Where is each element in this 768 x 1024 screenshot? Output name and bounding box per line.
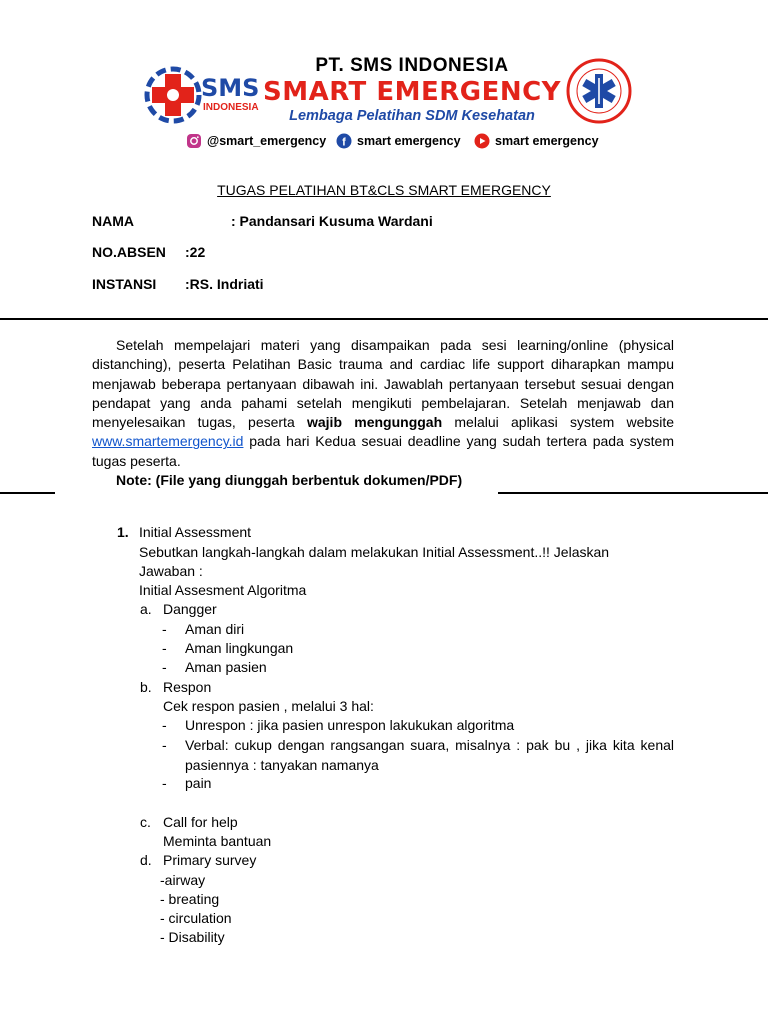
top-divider	[0, 318, 768, 320]
item-c-marker: c.	[140, 814, 151, 830]
instagram-handle: @smart_emergency	[207, 134, 327, 148]
list-item: Verbal: cukup dengan rangsangan suara, misalnya : pak bu , jika kita kenal pasiennya : tanyakan namanya	[185, 737, 674, 773]
bullet-dash: -	[162, 659, 167, 675]
bullet-dash: -	[162, 717, 167, 733]
list-item: - breating	[160, 891, 220, 907]
list-item: Unrespon : jika pasien unrespon lakukukan algoritma	[185, 717, 515, 733]
list-item: - Disability	[160, 929, 225, 945]
intro-text-1: Setelah mempelajari materi yang disampaikan pada sesi learning/online (physical distanching), peserta Pelatihan Basic trauma and cardiac life support diharapkan mampu menjawab beberapa pertanyaan dibawah ini. Jawablah pertanyaan tersebut sesuai dengan pendapat yang anda pahami setelah mengikuti pembelajaran. Setelah menjawab dan menyelesaikan tugas, peserta	[92, 337, 674, 431]
sms-logo	[143, 60, 261, 130]
absen-value: :22	[185, 244, 206, 260]
social-youtube	[474, 133, 599, 149]
bullet-dash: -	[162, 737, 167, 753]
item-d-label: Primary survey	[163, 852, 257, 868]
list-item: Aman pasien	[185, 659, 267, 675]
answer-title: Initial Assesment Algoritma	[139, 582, 307, 598]
upload-note: Note: (File yang diunggah berbentuk dokumen/PDF)	[116, 472, 463, 488]
nama-value: : Pandansari Kusuma Wardani	[231, 213, 433, 229]
instansi-value: :RS. Indriati	[185, 276, 264, 292]
company-name: PT. SMS INDONESIA	[315, 55, 509, 76]
bullet-dash: -	[162, 775, 167, 791]
social-facebook	[336, 133, 461, 149]
note-divider-left	[0, 492, 55, 494]
list-item: - circulation	[160, 910, 232, 926]
item-b-marker: b.	[140, 679, 152, 695]
note-divider-right	[498, 492, 768, 494]
item-a-label: Dangger	[163, 601, 217, 617]
logo-text: SMS	[201, 74, 260, 102]
facebook-icon	[336, 133, 352, 149]
list-item: Aman diri	[185, 621, 245, 637]
intro-emphasis: wajib mengunggah	[306, 414, 443, 431]
instagram-icon	[186, 133, 202, 149]
bullet-dash: -	[162, 640, 167, 656]
question-number: 1.	[117, 524, 129, 540]
logo-subtext: INDONESIA	[203, 102, 259, 113]
item-b-label: Respon	[163, 679, 212, 695]
absen-label: NO.ABSEN	[92, 244, 166, 260]
svg-text:f: f	[342, 136, 346, 149]
brand-name: SMART EMERGENCY	[262, 77, 562, 107]
bullet-dash: -	[162, 621, 167, 637]
tagline: Lembaga Pelatihan SDM Kesehatan	[289, 108, 535, 124]
instructions-paragraph	[92, 336, 674, 471]
question-prompt: Sebutkan langkah-langkah dalam melakukan Initial Assessment..!! Jelaskan	[139, 544, 610, 560]
item-b-intro: Cek respon pasien , melalui 3 hal:	[163, 698, 374, 714]
answer-label: Jawaban :	[139, 563, 203, 579]
item-c-text: Meminta bantuan	[163, 833, 272, 849]
star-of-life-emblem	[566, 56, 632, 126]
sms-emblem-icon	[147, 69, 199, 121]
youtube-handle: smart emergency	[495, 134, 599, 148]
nama-label: NAMA	[92, 213, 134, 229]
intro-text-2: melalui aplikasi system website	[442, 414, 675, 431]
social-instagram	[186, 133, 326, 149]
facebook-handle: smart emergency	[357, 134, 461, 148]
website-link[interactable]: www.smartemergency.id	[92, 433, 244, 450]
document-title: TUGAS PELATIHAN BT&CLS SMART EMERGENCY	[217, 182, 551, 198]
question-heading: Initial Assessment	[139, 524, 252, 540]
item-d-marker: d.	[140, 852, 152, 868]
intro-text-3: pada hari Kedua sesuai deadline yang sudah tertera pada system tugas peserta.	[92, 433, 674, 469]
list-item: -airway	[160, 872, 206, 888]
list-item: Aman lingkungan	[185, 640, 294, 656]
youtube-icon	[474, 133, 490, 149]
item-a-marker: a.	[140, 601, 152, 617]
item-c-label: Call for help	[163, 814, 238, 830]
instansi-label: INSTANSI	[92, 276, 157, 292]
list-item: pain	[185, 775, 212, 791]
